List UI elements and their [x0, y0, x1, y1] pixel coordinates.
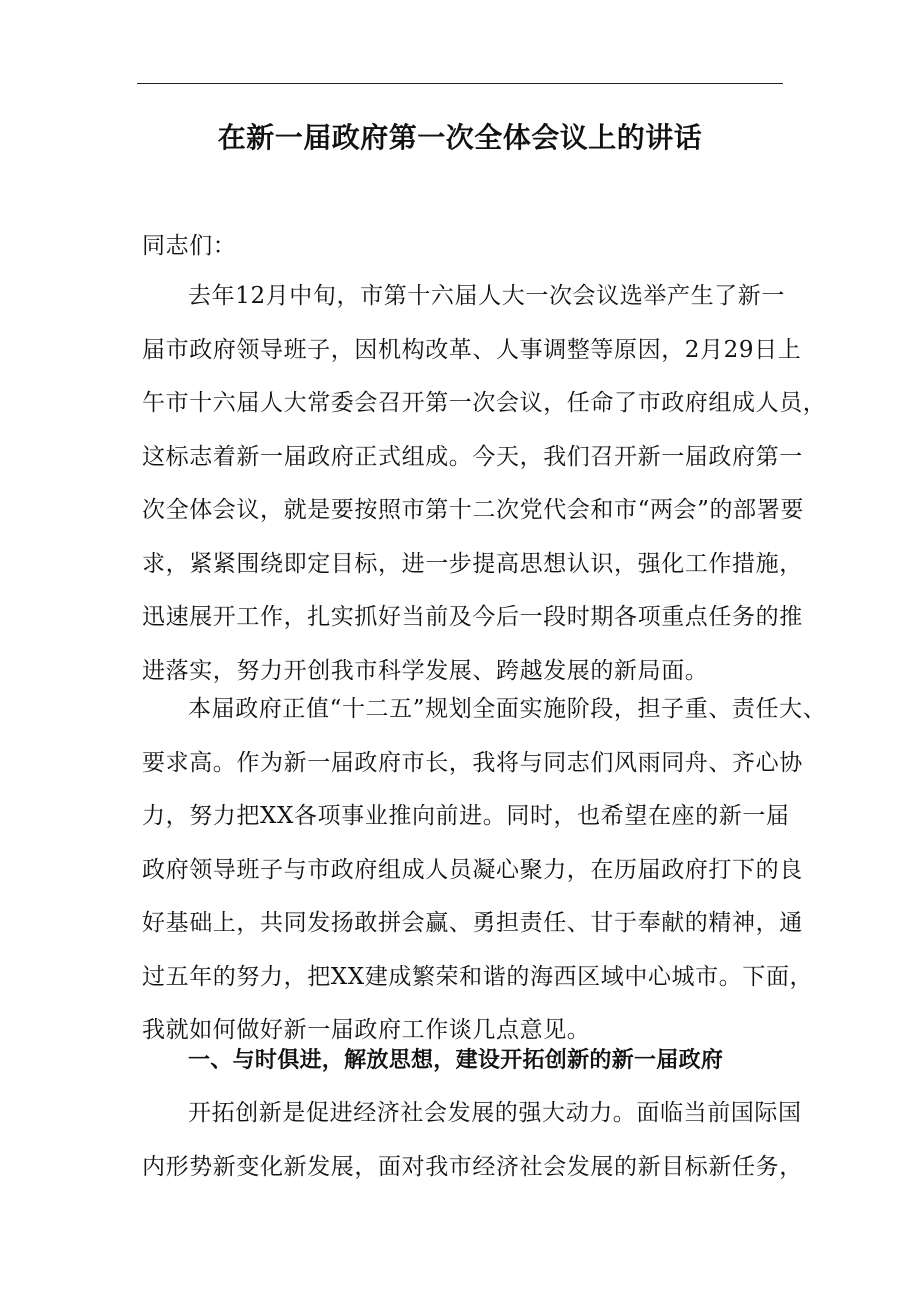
paragraph-line: 午市十六届人大常委会召开第一次会议，任命了市政府组成人员，: [142, 390, 827, 416]
paragraph-line: 我就如何做好新一届政府工作谈几点意见。: [142, 1017, 591, 1043]
paragraph-line: 次全体会议，就是要按照市第十二次党代会和市“两会”的部署要: [142, 497, 804, 523]
paragraph-2: [142, 683, 827, 1058]
paragraph-3: [142, 1087, 803, 1194]
paragraph-line: 这标志着新一届政府正式组成。今天，我们召开新一届政府第一: [142, 443, 803, 470]
paragraph-line: 进落实，努力开创我市科学发展、跨越发展的新局面。: [142, 657, 709, 684]
paragraph-line: 届市政府领导班子，因机构改革、人事调整等原因，2月29日上: [142, 336, 802, 363]
paragraph-line: 求，紧紧围绕即定目标，进一步提高思想认识，强化工作措施，: [142, 550, 803, 577]
paragraph-line: 过五年的努力，把XX建成繁荣和谐的海西区域中心城市。下面，: [142, 963, 814, 990]
section-heading: 一、与时俱进，解放思想，建设开拓创新的新一届政府: [188, 1048, 724, 1073]
paragraph-line: 去年12月中旬，市第十六届人大一次会议选举产生了新一: [188, 283, 785, 309]
paragraph-line: 内形势新变化新发展，面对我市经济社会发展的新目标新任务，: [142, 1153, 803, 1180]
paragraph-line: 本届政府正值“十二五”规划全面实施阶段，担子重、责任大、: [188, 696, 827, 722]
header-rule: [137, 83, 783, 84]
paragraph-line: 开拓创新是促进经济社会发展的强大动力。面临当前国际国: [188, 1100, 802, 1126]
paragraph-line: 要求高。作为新一届政府市长，我将与同志们风雨同舟、齐心协: [142, 749, 803, 776]
document-title: 在新一届政府第一次全体会议上的讲话: [217, 121, 703, 154]
salutation: 同志们：: [142, 233, 237, 259]
paragraph-line: 力，努力把XX各项事业推向前进。同时，也希望在座的新一届: [142, 803, 790, 829]
paragraph-line: 迅速展开工作，扎实抓好当前及今后一段时期各项重点任务的推: [142, 604, 803, 630]
paragraph-line: 好基础上，共同发扬敢拼会赢、勇担责任、甘于奉献的精神，通: [142, 910, 803, 936]
paragraph-line: 政府领导班子与市政府组成人员凝心聚力，在历届政府打下的良: [142, 856, 803, 883]
paragraph-1: [142, 270, 827, 698]
